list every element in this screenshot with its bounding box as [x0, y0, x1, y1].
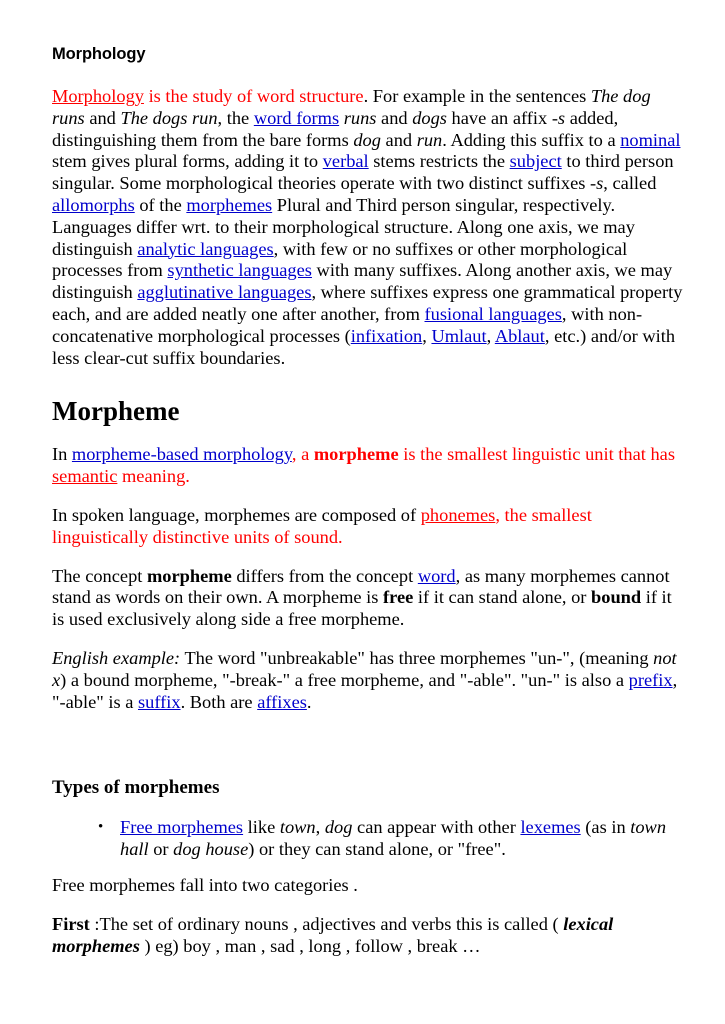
- link-suffix[interactable]: suffix: [138, 691, 181, 712]
- link-synthetic-languages[interactable]: synthetic languages: [167, 260, 312, 281]
- text-segment: and: [84, 107, 121, 128]
- link-lexemes[interactable]: lexemes: [520, 817, 581, 838]
- text-segment: . Both are: [180, 691, 258, 712]
- link-ablaut[interactable]: Ablaut: [494, 325, 545, 346]
- text-segment: , etc.) and/or with less clear-cut suffix boundaries.: [52, 325, 676, 368]
- text-segment: , the smallest linguistically distinctive units of sound.: [52, 504, 592, 547]
- bold-italic-lexical-morphemes: lexical morphemes: [52, 913, 614, 956]
- text-segment: . For example in the sentences: [363, 86, 591, 106]
- text-segment: if it is used exclusively along side a free morpheme.: [52, 587, 672, 630]
- text-segment: meaning.: [117, 466, 190, 487]
- text-segment: ) a bound morpheme, "-break-" a free morpheme, and "-able". "un-" is also a: [60, 669, 629, 690]
- link-free-morphemes[interactable]: Free morphemes: [120, 817, 244, 838]
- text-segment: of the: [134, 194, 187, 215]
- text-segment: The word "unbreakable" has three morphemes "un-", (meaning: [180, 647, 654, 668]
- paragraph-first-category: [52, 914, 686, 958]
- text-segment: , with few or no suffixes or other morphological processes from: [52, 238, 628, 281]
- link-morphemes[interactable]: morphemes: [186, 194, 273, 215]
- link-affixes[interactable]: affixes: [257, 691, 307, 712]
- bold-bound: bound: [591, 587, 642, 608]
- section-heading-types-of-morphemes: Types of morphemes: [52, 777, 220, 799]
- paragraph-english-example: [52, 648, 686, 713]
- text-segment: differs from the concept: [231, 565, 418, 586]
- text-segment: , as many morphemes cannot stand as words on their own. A morpheme is: [52, 565, 670, 608]
- paragraph-morpheme-definition: [52, 444, 686, 488]
- text-segment: with many suffixes. Along another axis, we may distinguish: [52, 260, 673, 303]
- text-segment: In spoken language, morphemes are composed of: [52, 504, 421, 525]
- page-title-morphology: Morphology: [52, 45, 146, 63]
- paragraph-concept-morpheme: [52, 566, 686, 631]
- italic-dog-house: dog house: [173, 839, 249, 860]
- link-morpheme-based-morphology[interactable]: morpheme-based morphology: [71, 444, 292, 465]
- text-segment: , where suffixes express one grammatical property each, and are added neatly one after another, from: [52, 282, 683, 324]
- vertical-spacer: [52, 730, 686, 776]
- text-segment: ) eg) boy , man , sad , long , follow , break …: [139, 935, 481, 956]
- document-body: [52, 44, 686, 957]
- link-subject[interactable]: subject: [509, 151, 562, 172]
- link-agglutinative-languages[interactable]: agglutinative languages: [137, 282, 312, 303]
- paragraph-spoken-language: [52, 505, 686, 549]
- text-segment: to third person singular. Some morphological theories operate with two distinct suffixes: [52, 151, 674, 194]
- link-fusional-languages[interactable]: fusional languages: [424, 303, 562, 324]
- text-segment: is the smallest linguistic unit that has: [398, 444, 675, 465]
- bold-morpheme: morpheme: [313, 444, 399, 465]
- link-morphology[interactable]: Morphology: [52, 86, 144, 106]
- text-segment: stem gives plural forms, adding it to: [52, 151, 323, 172]
- link-semantic[interactable]: semantic: [52, 466, 118, 487]
- italic-run: run: [416, 129, 443, 150]
- text-segment: (as in: [580, 817, 631, 838]
- link-infixation[interactable]: infixation: [350, 325, 423, 346]
- bold-free: free: [383, 587, 414, 608]
- text-segment: ,: [422, 325, 432, 346]
- list-item: [98, 817, 686, 861]
- paragraph-morphology-intro: [52, 86, 686, 369]
- text-segment: , with non-concatenative morphological processes (: [52, 303, 643, 346]
- italic-town: town: [279, 817, 316, 838]
- italic-not-x: not x: [52, 647, 677, 690]
- text-segment: stems restricts the: [368, 151, 510, 172]
- text-segment: ,: [315, 817, 325, 838]
- link-verbal[interactable]: verbal: [322, 151, 369, 172]
- link-analytic-languages[interactable]: analytic languages: [137, 238, 274, 259]
- text-segment: . Adding this suffix to a: [442, 129, 621, 150]
- italic-dog: dog: [324, 817, 353, 838]
- italic-the-dogs-run: The dogs run: [120, 107, 218, 128]
- link-word[interactable]: word: [417, 565, 456, 586]
- link-allomorphs[interactable]: allomorphs: [52, 194, 135, 215]
- italic-dog: dog: [353, 129, 381, 150]
- text-red-lead: is the study of word structure: [143, 86, 364, 106]
- text-segment: have an affix: [446, 107, 552, 128]
- text-segment: , a: [291, 444, 314, 465]
- text-segment: and: [380, 129, 417, 150]
- text-segment: and: [376, 107, 413, 128]
- text-segment: if it can stand alone, or: [413, 587, 592, 608]
- link-phonemes[interactable]: phonemes: [420, 504, 496, 525]
- paragraph-two-categories: Free morphemes fall into two categories .: [52, 874, 358, 895]
- text-segment: .: [306, 691, 312, 712]
- italic-english-example-label: English example:: [52, 647, 181, 668]
- italic-runs: runs: [343, 107, 377, 128]
- text-segment: :The set of ordinary nouns , adjectives and verbs this is called (: [89, 913, 564, 934]
- text-segment: , called: [603, 173, 657, 194]
- italic-suffix-s: -s: [551, 107, 566, 128]
- link-word-forms[interactable]: word forms: [253, 107, 340, 128]
- text-segment: like: [243, 817, 280, 838]
- bold-morpheme: morpheme: [146, 565, 232, 586]
- italic-the-dog-runs: The dog runs: [52, 86, 651, 128]
- section-heading-morpheme: Morpheme: [52, 396, 180, 427]
- text-segment: ,: [486, 325, 495, 346]
- text-segment: , "-able" is a: [52, 669, 678, 712]
- text-segment: , the: [217, 107, 254, 128]
- link-umlaut[interactable]: Umlaut: [431, 325, 487, 346]
- text-segment: In: [52, 444, 72, 465]
- italic-dogs: dogs: [412, 107, 447, 128]
- text-segment: ) or they can stand alone, or "free".: [248, 839, 506, 860]
- italic-suffix-s-2: -s: [590, 173, 604, 194]
- bullet-list-morpheme-types: [52, 817, 686, 861]
- link-nominal[interactable]: nominal: [620, 129, 681, 150]
- text-segment: can appear with other: [352, 817, 521, 838]
- text-segment: or: [148, 839, 174, 860]
- bold-first: First: [52, 913, 90, 934]
- text-segment: The concept: [52, 565, 147, 586]
- text-segment: added, distinguishing them from the bare forms: [52, 107, 619, 150]
- link-prefix[interactable]: prefix: [628, 669, 673, 690]
- bullet-icon: •: [98, 819, 104, 836]
- text-segment: Plural and Third person singular, respectively. Languages differ wrt. to their morphological structure. Along one axis, we may distinguish: [52, 194, 635, 259]
- italic-town-hall: town hall: [120, 817, 667, 860]
